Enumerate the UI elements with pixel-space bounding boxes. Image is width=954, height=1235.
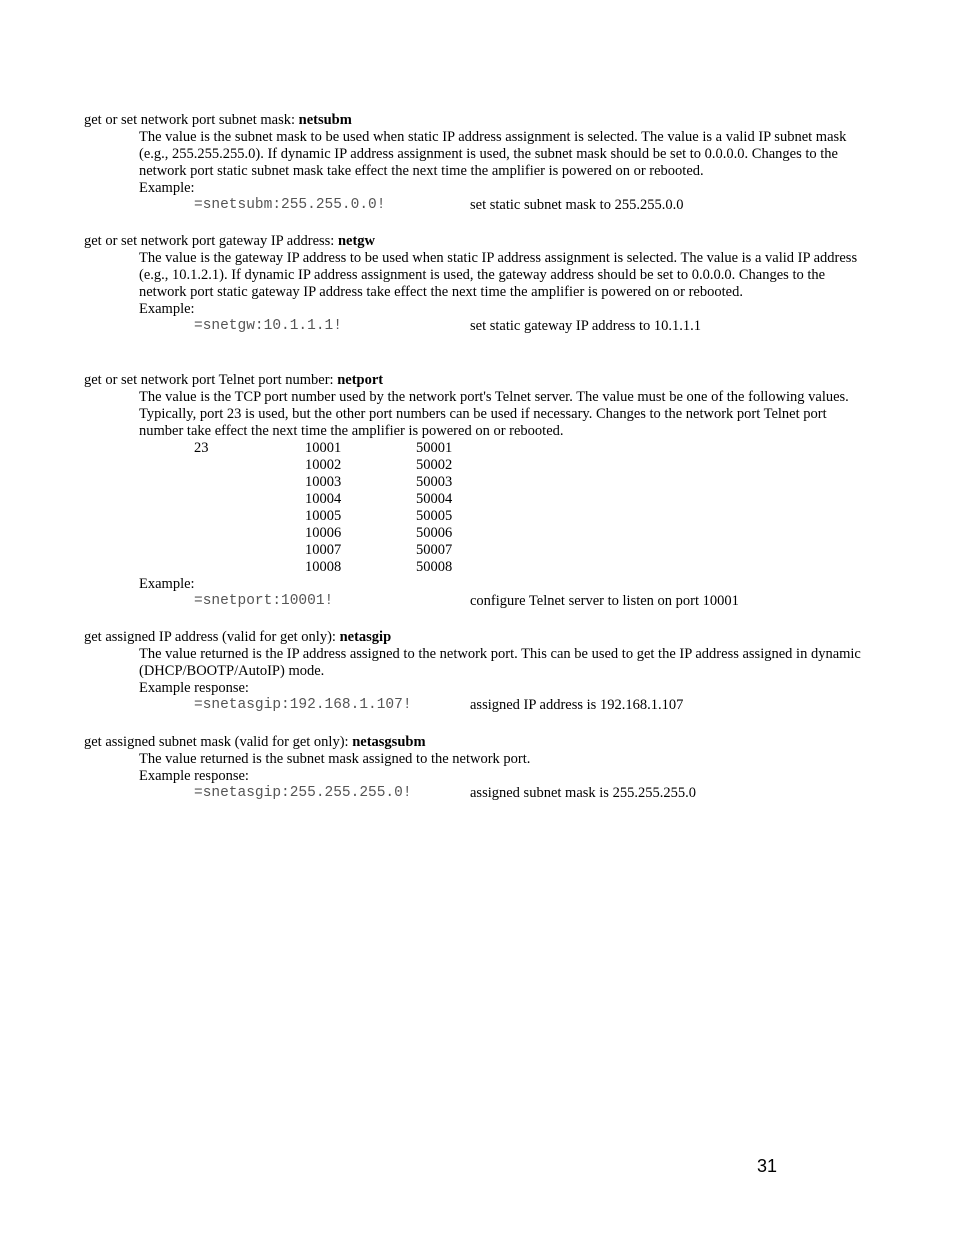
heading-text: get assigned subnet mask (valid for get only): xyxy=(84,734,353,750)
section-netsubm xyxy=(84,112,884,214)
port-value: 10007 xyxy=(305,542,342,558)
section-netasgsubm xyxy=(84,734,884,802)
port-value: 50001 xyxy=(416,440,453,456)
section-heading xyxy=(84,734,884,751)
example-description: configure Telnet server to listen on port 10001 xyxy=(470,593,739,609)
example-row xyxy=(84,593,884,610)
port-column-10000 xyxy=(305,440,341,576)
example-row xyxy=(84,697,884,714)
port-value: 50007 xyxy=(416,542,453,558)
heading-text: get assigned IP address (valid for get only): xyxy=(84,629,340,645)
port-value: 10002 xyxy=(305,457,342,473)
port-value: 10004 xyxy=(305,491,342,507)
command-name: netport xyxy=(337,372,384,388)
section-heading xyxy=(84,372,884,389)
description-text: The value returned is the subnet mask assigned to the network port. xyxy=(139,751,531,767)
command-name: netasgsubm xyxy=(352,734,426,750)
port-value: 50003 xyxy=(416,474,453,490)
section-heading xyxy=(84,629,884,646)
port-number-table xyxy=(139,440,884,576)
example-label: Example response: xyxy=(139,680,249,696)
command-name: netasgip xyxy=(339,629,392,645)
port-column-50000 xyxy=(416,440,452,576)
port-value: 50006 xyxy=(416,525,453,541)
description-text: The value is the gateway IP address to be used when static IP address assignment is selected. The value is a valid IP address (e.g., 10.1.2.1). If dynamic IP address assignment is used, the gateway address should be set to 0.0.0.0. Changes to the network port static gateway IP address take effect the next time the amplifier is powered on or rebooted. xyxy=(139,250,858,300)
example-description: set static gateway IP address to 10.1.1.1 xyxy=(470,318,702,334)
example-row xyxy=(84,785,884,802)
section-description xyxy=(139,129,874,180)
command-name: netsubm xyxy=(298,112,352,128)
command-name: netgw xyxy=(337,233,376,249)
page-number: 31 xyxy=(757,1156,778,1176)
example-code: =snetport:10001! xyxy=(194,593,334,609)
section-description xyxy=(139,250,874,301)
example-code: =snetasgip:255.255.255.0! xyxy=(194,785,412,801)
example-label: Example: xyxy=(139,180,195,196)
port-value: 10008 xyxy=(305,559,342,575)
port-value: 50008 xyxy=(416,559,453,575)
example-label: Example response: xyxy=(139,768,249,784)
section-description xyxy=(139,751,874,768)
section-netport xyxy=(84,372,884,610)
section-netgw xyxy=(84,233,884,335)
section-netasgip xyxy=(84,629,884,714)
heading-text: get or set network port subnet mask: xyxy=(84,112,299,128)
port-value: 23 xyxy=(194,440,209,456)
port-value: 10006 xyxy=(305,525,342,541)
example-code: =snetsubm:255.255.0.0! xyxy=(194,197,386,213)
example-row xyxy=(84,197,884,214)
description-text: The value is the subnet mask to be used when static IP address assignment is selected. The value is a valid IP subnet mask (e.g., 255.255.255.0). If dynamic IP address assignment is used, the subnet mask should be set to 0.0.0.0. Changes to the network port static subnet mask take effect the next time the amplifier is powered on or rebooted. xyxy=(139,129,847,179)
port-value: 50004 xyxy=(416,491,453,507)
description-text: The value is the TCP port number used by the network port's Telnet server. The value must be one of the following values. Typically, port 23 is used, but the other port numbers can be used if necessary. Changes to the network port Telnet port number take effect the next time the amplifier is powered on or rebooted. xyxy=(139,389,849,439)
example-label: Example: xyxy=(139,576,195,592)
section-description xyxy=(139,646,874,680)
port-value: 50005 xyxy=(416,508,453,524)
section-heading xyxy=(84,112,884,129)
example-description: set static subnet mask to 255.255.0.0 xyxy=(470,197,684,213)
example-row xyxy=(84,318,884,335)
port-value: 10003 xyxy=(305,474,342,490)
description-text: The value returned is the IP address assigned to the network port. This can be used to get the IP address assigned in dynamic (DHCP/BOOTP/AutoIP) mode. xyxy=(139,646,861,679)
heading-text: get or set network port gateway IP address: xyxy=(84,233,338,249)
port-value: 10001 xyxy=(305,440,342,456)
example-code: =snetasgip:192.168.1.107! xyxy=(194,697,412,713)
example-description: assigned subnet mask is 255.255.255.0 xyxy=(470,785,696,801)
example-label: Example: xyxy=(139,301,195,317)
section-description xyxy=(139,389,874,440)
port-value: 10005 xyxy=(305,508,342,524)
example-description: assigned IP address is 192.168.1.107 xyxy=(470,697,684,713)
section-heading xyxy=(84,233,884,250)
port-column-standard xyxy=(194,440,209,457)
example-code: =snetgw:10.1.1.1! xyxy=(194,318,342,334)
heading-text: get or set network port Telnet port number: xyxy=(84,372,338,388)
port-value: 50002 xyxy=(416,457,453,473)
